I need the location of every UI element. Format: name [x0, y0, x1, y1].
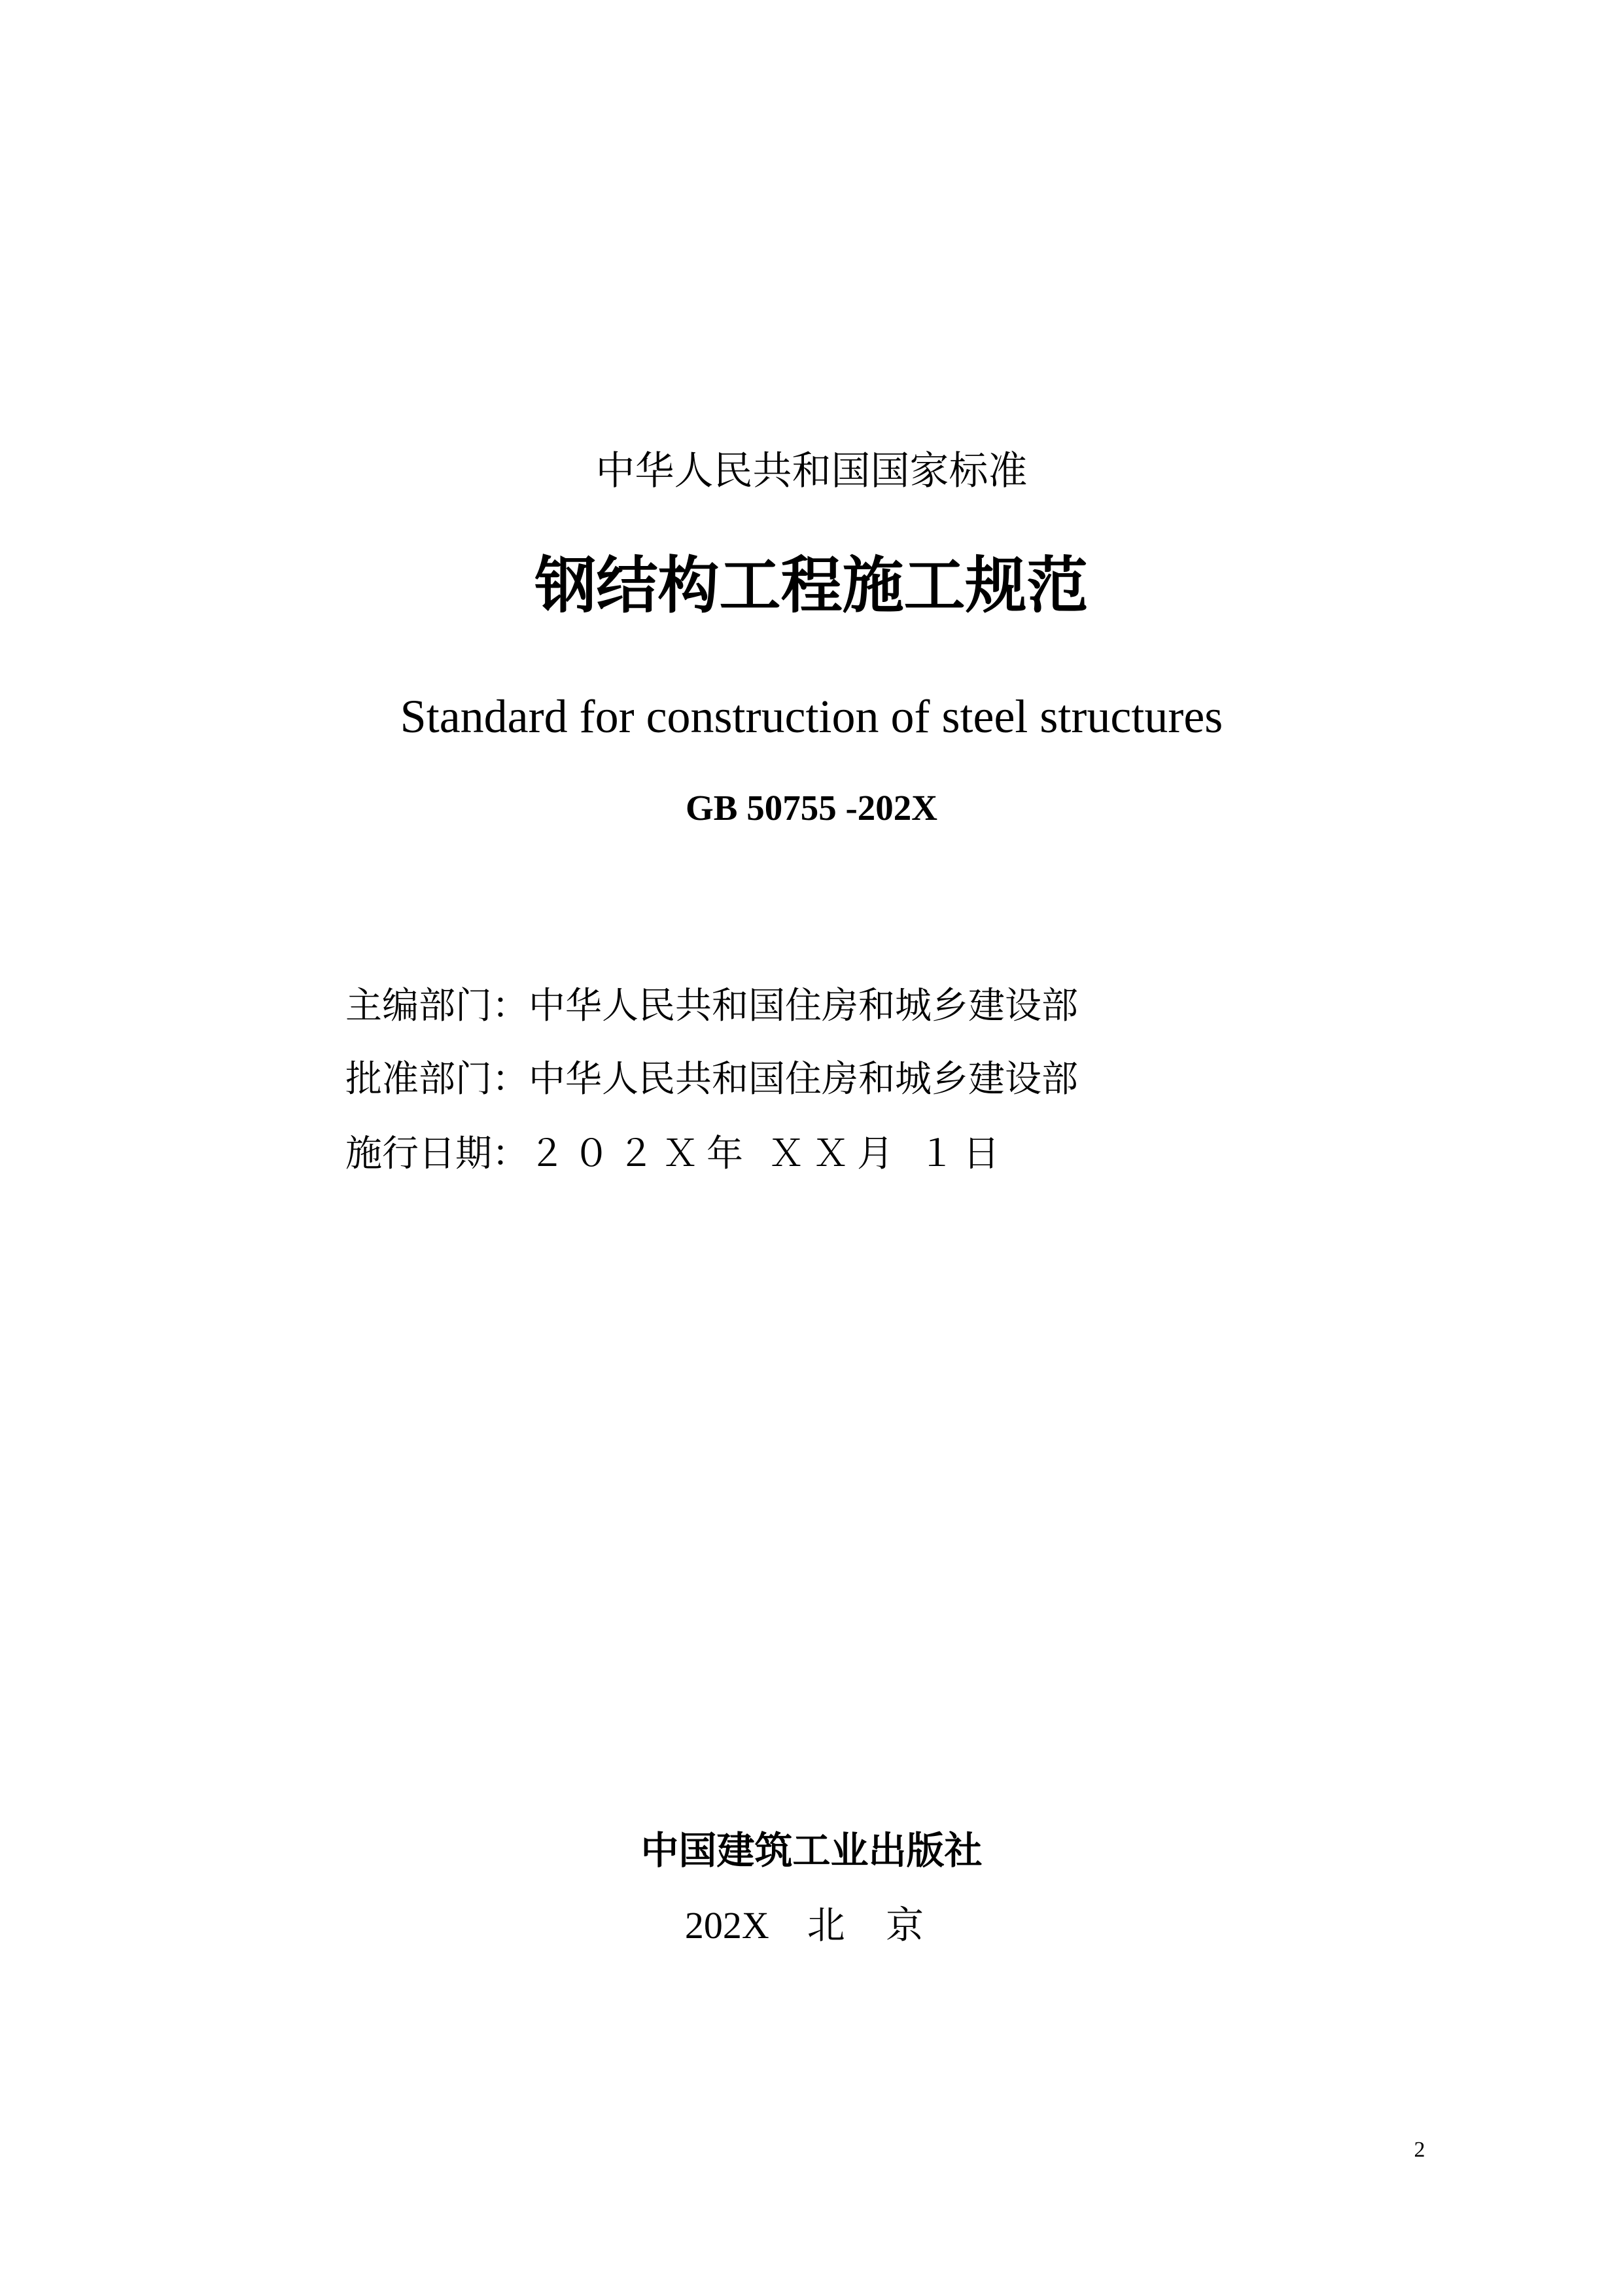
- approver-separator: ：: [492, 1058, 529, 1101]
- title-english: Standard for construction of steel structures: [400, 690, 1223, 743]
- publication-line: [0, 1900, 1623, 1951]
- approver-label: 批准部门: [345, 1058, 492, 1101]
- publisher: 中国建筑工业出版社: [640, 1828, 983, 1873]
- standard-code: GB 50755 -202X: [686, 788, 937, 828]
- effective-date-value: ２０２Ｘ年 ＸＸ月 １日: [529, 1134, 1007, 1174]
- approver-value: 中华人民共和国住房和城乡建设部: [529, 1058, 1078, 1101]
- national-standard-header: 中华人民共和国国家标准: [595, 448, 1028, 494]
- publication-city: 北 京: [807, 1903, 939, 1947]
- effective-date-label: 施行日期: [345, 1133, 492, 1175]
- page-number: 2: [1414, 2138, 1425, 2162]
- publication-year: 202X: [684, 1904, 769, 1947]
- approver-row: [345, 1055, 1392, 1104]
- chief-editor-row: [345, 981, 1392, 1031]
- chief-editor-value: 中华人民共和国住房和城乡建设部: [529, 985, 1078, 1027]
- effective-date-row: [345, 1129, 1392, 1179]
- chief-editor-label: 主编部门: [345, 985, 492, 1027]
- effective-date-separator: ：: [492, 1133, 529, 1175]
- chief-editor-separator: ：: [492, 985, 529, 1027]
- title-chinese: 钢结构工程施工规范: [534, 550, 1089, 622]
